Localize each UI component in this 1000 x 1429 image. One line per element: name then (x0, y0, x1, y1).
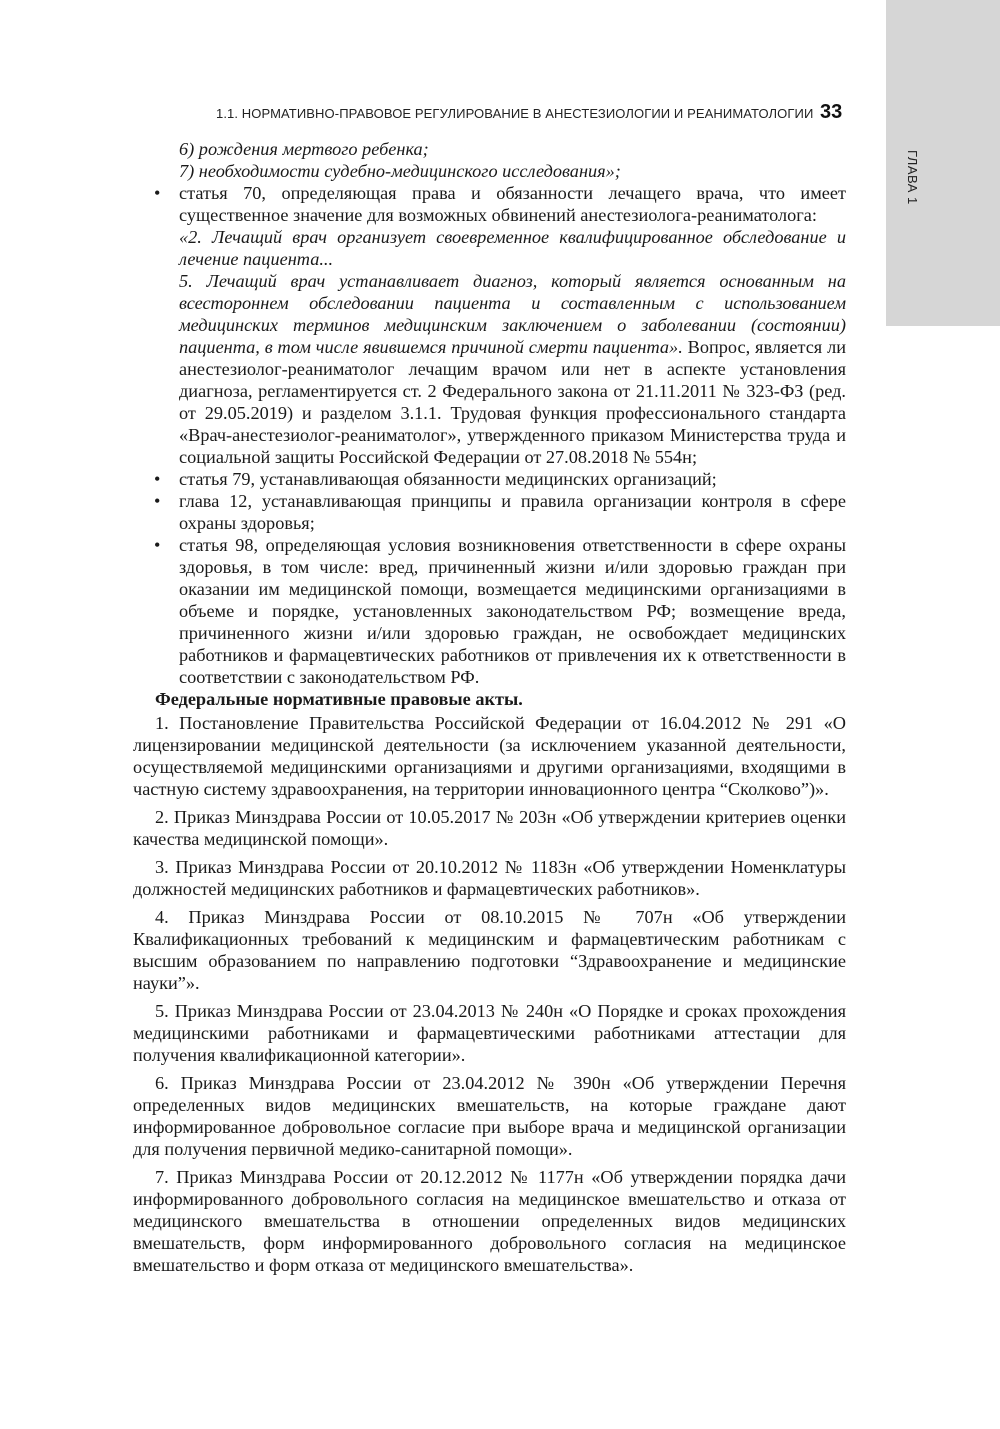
act-paragraph: 1. Постановление Правительства Российской Федерации от 16.04.2012 № 291 «О лицензировании медицинской деятельности (за исключением указанной деятельности, осуществляемой медицинскими организациями и другими организациями, входящими в частную систему здравоохранения, на территории инновационного центра “Сколково”)». (133, 713, 846, 799)
act-paragraph: 2. Приказ Минздрава России от 10.05.2017 № 203н «Об утверждении критериев оценки качества медицинской помощи». (133, 807, 846, 849)
act-paragraph: 3. Приказ Минздрава России от 20.10.2012 № 1183н «Об утверждении Номенклатуры должностей медицинских работников и фармацевтических работников». (133, 857, 846, 899)
act-paragraph: 6. Приказ Минздрава России от 23.04.2012 № 390н «Об утверждении Перечня определенных видов медицинских вмешательств, на которые граждане дают информированное добровольное согласие при выборе врача и медицинской организации для получения первичной медико-санитарной помощи». (133, 1073, 846, 1159)
running-header: 1.1. НОРМАТИВНО-ПРАВОВОЕ РЕГУЛИРОВАНИЕ В АНЕСТЕЗИОЛОГИИ И РЕАНИМАТОЛОГИИ (216, 106, 814, 121)
chapter-label: ГЛАВА 1 (905, 150, 920, 205)
bullet-text: • статья 70, определяющая права и обязанности лечащего врача, что имеет существенное значение для возможных обвинений анестезиолога-реаниматолога: (179, 183, 846, 225)
section-heading: Федеральные нормативные правовые акты. (155, 689, 523, 709)
act-paragraph: 5. Приказ Минздрава России от 23.04.2013 № 240н «О Порядке и сроках прохождения медицинскими работниками и фармацевтическими работниками аттестации для получения квалификационной категории». (133, 1001, 846, 1065)
page-body (133, 138, 846, 1276)
quote-text: 5. Лечащий врач устанавливает диагноз, который является основанным на всестороннем обследовании пациента и составленным с использованием медицинских терминов медицинским заключением о заболевании (состоянии) пациента, в том числе явившемся причиной смерти пациента». (179, 271, 846, 357)
bullet-text: • глава 12, устанавливающая принципы и правила организации контроля в сфере охраны здоровья; (179, 491, 846, 533)
intro-item: 7) необходимости судебно-медицинского исследования»; (179, 161, 621, 181)
bullet-text: • статья 79, устанавливающая обязанности медицинских организаций; (179, 469, 717, 489)
act-paragraph: 7. Приказ Минздрава России от 20.12.2012 № 1177н «Об утверждении порядка дачи информированного добровольного согласия на медицинское вмешательство и отказа от медицинского вмешательства в отношении определенных видов медицинских вмешательств, форм информированного добровольного согласия на медицинское вмешательство и форм отказа от медицинского вмешательства». (133, 1167, 846, 1275)
bullet-list (133, 182, 846, 688)
page-number: 33 (820, 101, 843, 123)
quote-item (179, 270, 846, 468)
intro-item: 6) рождения мертвого ребенка; (179, 139, 429, 159)
act-paragraph: 4. Приказ Минздрава России от 08.10.2015 № 707н «Об утверждении Квалификационных требований к медицинским и фармацевтическим работникам с высшим образованием по направлению подготовки “Здравоохранение и медицинские науки”». (133, 907, 846, 993)
chapter-side-tab (886, 0, 1000, 326)
list-item (133, 534, 846, 688)
list-item (133, 182, 846, 468)
list-item (133, 468, 846, 490)
bullet-text: • статья 98, определяющая условия возникновения ответственности в сфере охраны здоровья, в том числе: вред, причиненный жизни и/или здоровью граждан при оказании им медицинской помощи, возмещается медицинскими организациями в объеме и порядке, установленных законодательством РФ; возмещение вреда, причиненного жизни и/или здоровью граждан, не освобождает медицинских работников и фармацевтических работников от привлечения их к ответственности в соответствии с законодательством РФ. (179, 535, 846, 687)
bullet-tail: Вопрос, является ли анестезиолог-реаниматолог лечащим врачом или нет в аспекте установления диагноза, регламентируется ст. 2 Федерального закона от 21.11.2011 № 323-ФЗ (ред. от 29.05.2019) и разделом 3.1.1. Трудовая функция профессионального стандарта «Врач-анестезиолог-реаниматолог», утвержденного приказом Министерства труда и социальной защиты Российской Федерации от 27.08.2018 № 554н; (179, 337, 846, 467)
list-item (133, 490, 846, 534)
quote-item: «2. Лечащий врач организует своевременное квалифицированное обследование и лечение пациента... (179, 227, 846, 269)
